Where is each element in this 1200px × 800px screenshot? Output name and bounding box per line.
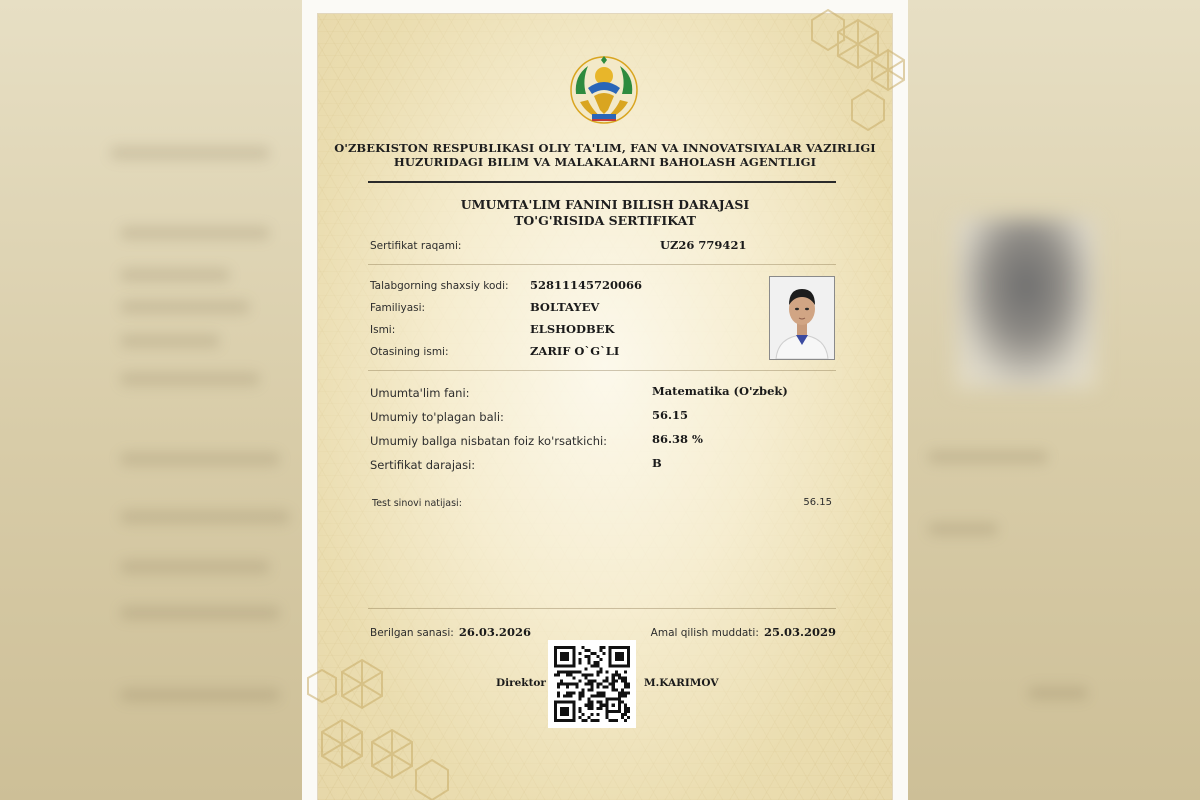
blur-text [120, 372, 260, 386]
subject: Matematika (O'zbek) [652, 384, 788, 398]
score: 56.15 [652, 408, 689, 422]
background-right-blur [908, 0, 1200, 800]
certificate-number-label: Sertifikat raqami: [370, 240, 462, 252]
divider [368, 608, 836, 609]
blur-text [120, 510, 290, 524]
blur-text [120, 300, 250, 314]
certificate-title-line2: TO'G'RISIDA SERTIFIKAT [514, 213, 696, 228]
blur-text [110, 146, 270, 160]
blur-text [1028, 686, 1088, 700]
ministry-name-line1: O'ZBEKISTON RESPUBLIKASI OLIY TA'LIM, FAN VA INNOVATSIYALAR VAZIRLIGI [334, 141, 876, 155]
state-emblem-icon [568, 54, 640, 126]
valid-date-row [651, 621, 836, 640]
blur-text [120, 334, 220, 348]
certificate-sheet [302, 0, 908, 800]
issued-date-label: Berilgan sanasi: [370, 627, 454, 639]
blur-text [120, 226, 270, 240]
ministry-name-line2: HUZURIDAGI BILIM VA MALAKALARNI BAHOLASH AGENTLIGI [393, 155, 817, 169]
subject-label: Umumta'lim fani: [370, 386, 470, 400]
certificate-level: B [652, 456, 662, 470]
issued-date-row [370, 621, 531, 640]
blur-text [120, 606, 280, 620]
ornament-pattern [302, 630, 482, 800]
blur-text [120, 688, 280, 702]
test-result-value: 56.15 [803, 497, 832, 508]
director-label: Direktor [496, 677, 546, 689]
director-name: M.KARIMOV [644, 677, 719, 689]
blur-text [120, 560, 270, 574]
blur-photo [956, 218, 1096, 388]
surname: BOLTAYEV [530, 300, 600, 314]
patronymic-label: Otasining ismi: [370, 346, 449, 358]
ornament-pattern [738, 0, 908, 150]
surname-label: Familiyasi: [370, 302, 426, 314]
divider [368, 370, 836, 371]
valid-date: 25.03.2029 [763, 625, 836, 639]
test-result-label: Test sinovi natijasi: [372, 498, 462, 509]
student-photo [769, 276, 835, 360]
name: ELSHODBEK [530, 322, 615, 336]
certificate-number: UZ26 779421 [660, 238, 747, 252]
blur-text [120, 452, 280, 466]
issued-date: 26.03.2026 [458, 625, 531, 639]
level-label: Sertifikat darajasi: [370, 458, 476, 472]
student-id: 52811145720066 [530, 278, 643, 292]
divider [368, 264, 836, 265]
blur-text [928, 450, 1048, 464]
header-divider [368, 181, 836, 183]
score-label: Umumiy to'plagan bali: [370, 410, 504, 424]
percent-label: Umumiy ballga nisbatan foiz ko'rsatkichi: [370, 434, 608, 448]
name-label: Ismi: [370, 324, 396, 336]
certificate-title-line1: UMUMTA'LIM FANINI BILISH DARAJASI [460, 197, 750, 212]
background-left-blur [0, 0, 302, 800]
percent: 86.38 % [652, 432, 703, 446]
blur-text [120, 268, 230, 282]
qr-code-icon[interactable] [548, 640, 636, 728]
blur-text [928, 522, 998, 536]
patronymic: ZARIF O`G`LI [530, 344, 620, 358]
valid-date-label: Amal qilish muddati: [650, 627, 759, 639]
student-id-label: Talabgorning shaxsiy kodi: [370, 280, 509, 292]
